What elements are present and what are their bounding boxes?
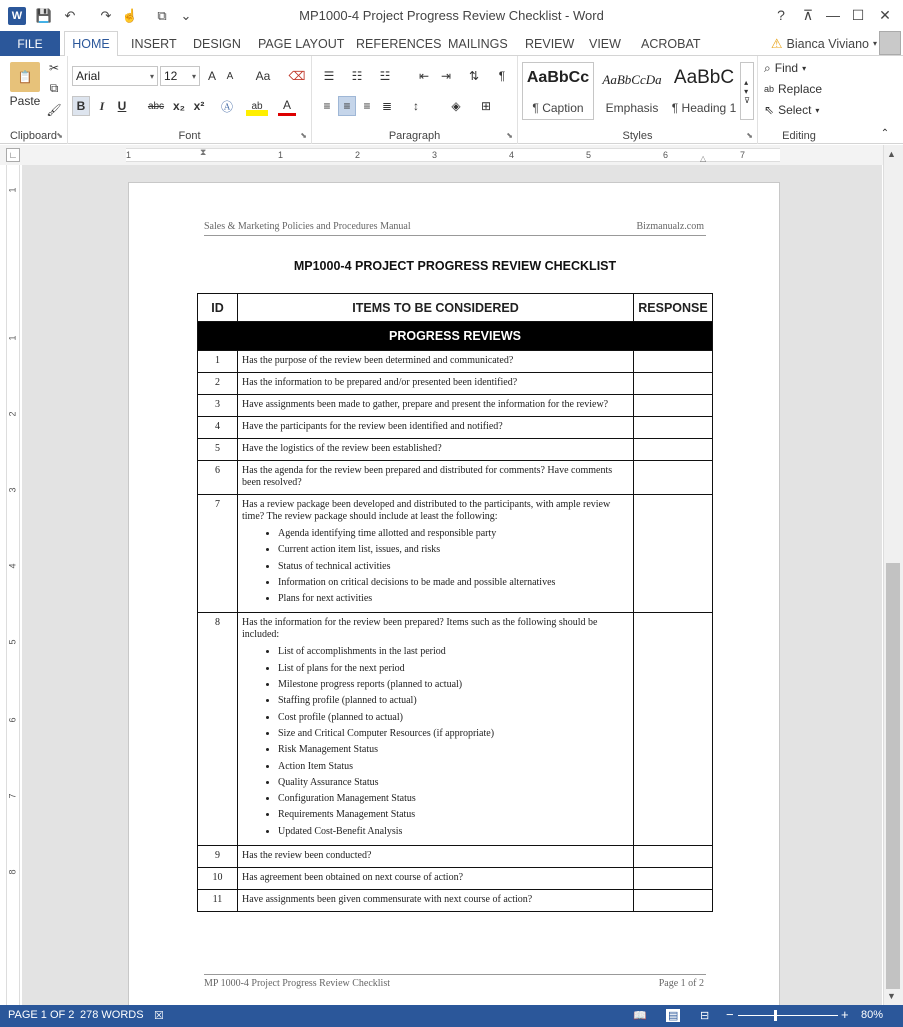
zoom-in-button[interactable]: + xyxy=(841,1007,849,1022)
change-case-button[interactable]: Aa xyxy=(255,69,271,83)
styles-scroll[interactable]: ▴ ▾ ⊽ xyxy=(740,62,754,120)
checklist-table xyxy=(197,293,713,912)
ruler-number: 1 xyxy=(7,335,18,341)
paragraph-label: Paragraph xyxy=(388,130,441,142)
bullet-item: • Cost profile (planned to actual) xyxy=(278,710,629,726)
word-count[interactable]: 278 WORDS xyxy=(80,1009,144,1021)
response-cell[interactable] xyxy=(634,495,713,613)
clipboard-label: Clipboard xyxy=(9,130,58,142)
bullet-item: • Current action item list, issues, and risks xyxy=(278,542,629,558)
bullet-list xyxy=(278,644,629,840)
bullet-item: • Risk Management Status xyxy=(278,742,629,758)
borders-icon[interactable]: ⊞ xyxy=(480,99,492,113)
proofing-icon[interactable]: ☒ xyxy=(154,1010,164,1022)
show-formatting-button[interactable]: ¶ xyxy=(498,69,506,83)
web-layout-icon[interactable]: ⊟ xyxy=(700,1010,710,1022)
document-page[interactable] xyxy=(128,182,780,1005)
style-name: Emphasis xyxy=(605,101,659,115)
chevron-down-icon: ▾ xyxy=(872,39,877,48)
user-name: Bianca Viviano xyxy=(786,36,869,51)
row-item[interactable] xyxy=(238,439,634,461)
table-row xyxy=(198,495,713,613)
zoom-slider[interactable] xyxy=(738,1015,838,1016)
header-rule xyxy=(204,235,706,236)
bullet-item: • List of plans for the next period xyxy=(278,661,629,677)
ruler-number: 5 xyxy=(7,639,18,645)
multilevel-list-icon[interactable]: ☳ xyxy=(379,69,391,83)
font-color-icon[interactable]: A xyxy=(278,96,296,116)
tab-selector[interactable]: ∟ xyxy=(6,148,20,162)
ruler-number: 8 xyxy=(7,869,18,875)
row-id: 6 xyxy=(198,461,238,495)
format-painter-icon[interactable]: 🖌 xyxy=(46,103,62,117)
close-button[interactable]: ✕ xyxy=(879,6,891,23)
vertical-scrollbar[interactable] xyxy=(883,145,903,1005)
ruler-strip[interactable] xyxy=(126,148,780,162)
row-question: Have the participants for the review been identified and notified? xyxy=(242,421,503,432)
dialog-launcher-icon[interactable]: ⬊ xyxy=(506,131,513,140)
zoom-slider-thumb[interactable] xyxy=(774,1010,777,1021)
decrease-indent-icon[interactable]: ⇤ xyxy=(418,69,430,83)
ruler-number: 4 xyxy=(509,150,515,160)
subscript-button[interactable]: x₂ xyxy=(172,99,185,113)
response-cell[interactable] xyxy=(634,461,713,495)
editing-label: Editing xyxy=(782,130,816,142)
section-title: PROGRESS REVIEWS xyxy=(198,322,713,351)
tab-review[interactable]: REVIEW xyxy=(525,36,575,51)
col-header-id: ID xyxy=(198,294,238,322)
row-item[interactable] xyxy=(238,846,634,868)
paragraph-group xyxy=(312,56,518,144)
row-question: Have assignments been given commensurate with next course of action? xyxy=(242,894,533,906)
row-id: 1 xyxy=(198,351,238,373)
warning-icon: ⚠ xyxy=(770,35,783,51)
select-button[interactable] xyxy=(764,101,836,119)
styles-label: Styles xyxy=(622,130,653,142)
style-caption[interactable] xyxy=(522,62,594,120)
right-indent-marker-icon[interactable]: △ xyxy=(700,154,707,163)
ruler-number: 2 xyxy=(355,150,361,160)
table-row xyxy=(198,373,713,395)
row-id: 8 xyxy=(198,613,238,846)
document-workspace xyxy=(22,165,882,1005)
page-count[interactable]: PAGE 1 OF 2 xyxy=(8,1009,75,1021)
response-cell[interactable] xyxy=(634,351,713,373)
clear-formatting-icon[interactable]: ⌫ xyxy=(288,69,306,83)
row-question: Has the information to be prepared and/or presented been identified? xyxy=(242,377,518,388)
row-item[interactable] xyxy=(238,613,634,846)
ruler-number: 3 xyxy=(7,487,18,493)
chevron-down-icon: ▾ xyxy=(149,71,154,81)
underline-button[interactable]: U xyxy=(117,99,127,113)
response-cell[interactable] xyxy=(634,395,713,417)
tab-insert[interactable]: INSERT xyxy=(131,36,177,51)
bullet-list xyxy=(278,526,629,607)
shrink-font-button[interactable]: A xyxy=(226,70,234,82)
row-question: Has a review package been developed and distributed to the participants, with ample review time? The review package should include at least the following: xyxy=(242,499,611,522)
ruler-number: 2 xyxy=(7,411,18,417)
user-account[interactable] xyxy=(771,31,877,56)
font-size-value: 12 xyxy=(164,69,178,83)
header-right: Bizmanualz.com xyxy=(636,221,704,232)
footer-left: MP 1000-4 Project Progress Review Checklist xyxy=(204,978,391,989)
scroll-up-icon[interactable]: ▲ xyxy=(887,149,896,159)
ruler-number: 7 xyxy=(7,793,18,799)
style-preview: AaBbC xyxy=(673,67,735,88)
vertical-ruler xyxy=(6,165,20,1005)
tab-mailings[interactable]: MAILINGS xyxy=(448,36,508,51)
window-title: MP1000-4 Project Progress Review Checklist - Word xyxy=(299,8,604,23)
ruler-number: 6 xyxy=(7,717,18,723)
response-cell[interactable] xyxy=(634,417,713,439)
table-row xyxy=(198,846,713,868)
bullet-item: • Action Item Status xyxy=(278,759,629,775)
font-label: Font xyxy=(178,130,201,142)
clipboard-group xyxy=(0,56,68,144)
row-question: Has the information for the review been prepared? Items such as the following should be included: xyxy=(242,617,598,641)
chevron-down-icon: ▾ xyxy=(802,63,807,73)
row-id: 10 xyxy=(198,868,238,890)
font-family-select[interactable] xyxy=(72,66,158,86)
status-bar xyxy=(0,1005,903,1027)
style-name: ¶ Caption xyxy=(532,101,584,115)
row-question: Has the review been conducted? xyxy=(242,850,372,862)
table-row xyxy=(198,613,713,846)
collapse-ribbon-icon[interactable]: ⌃ xyxy=(880,127,890,139)
row-question: Have assignments been made to gather, prepare and present the information for the review? xyxy=(242,399,609,410)
undo-icon[interactable]: ↶ xyxy=(64,8,76,23)
ribbon-home xyxy=(0,56,903,144)
align-left-icon[interactable]: ≡ xyxy=(323,99,331,113)
row-question: Have the logistics of the review been established? xyxy=(242,443,442,454)
editing-group xyxy=(758,56,840,144)
italic-button[interactable]: I xyxy=(99,98,105,113)
scroll-down-icon[interactable]: ▼ xyxy=(887,991,896,1001)
row-id: 4 xyxy=(198,417,238,439)
replace-button[interactable] xyxy=(764,80,836,98)
tab-page-layout[interactable]: PAGE LAYOUT xyxy=(258,36,345,51)
bullet-item: • Agenda identifying time allotted and responsible party xyxy=(278,526,629,542)
tab-home[interactable]: HOME xyxy=(64,31,118,57)
row-item[interactable] xyxy=(238,395,634,417)
ruler-number: 6 xyxy=(663,150,669,160)
paste-button[interactable]: Paste xyxy=(9,94,41,108)
bullet-item: • Configuration Management Status xyxy=(278,791,629,807)
page-title: MP1000-4 PROJECT PROGRESS REVIEW CHECKLIST xyxy=(293,259,617,273)
select-label: Select xyxy=(778,103,812,117)
read-mode-icon[interactable]: 📖 xyxy=(633,1010,647,1022)
styles-group xyxy=(518,56,758,144)
tab-view[interactable]: VIEW xyxy=(589,36,621,51)
row-question: Has the purpose of the review been determined and communicated? xyxy=(242,355,514,366)
section-row xyxy=(198,322,713,351)
row-id: 7 xyxy=(198,495,238,613)
table-row xyxy=(198,890,713,912)
line-spacing-icon[interactable]: ↕ xyxy=(413,99,419,113)
bullet-item: • Plans for next activities xyxy=(278,591,629,607)
font-family-value: Arial xyxy=(76,69,101,83)
cut-icon[interactable]: ✂ xyxy=(48,61,60,75)
style-preview: AaBbCcDa xyxy=(602,72,662,87)
grow-font-button[interactable]: A xyxy=(207,69,216,83)
ribbon-display-options-button[interactable]: ⊼ xyxy=(802,6,814,23)
title-bar xyxy=(0,0,903,31)
response-cell[interactable] xyxy=(634,439,713,461)
bullet-item: • Staffing profile (planned to actual) xyxy=(278,693,629,709)
superscript-button[interactable]: x² xyxy=(193,99,205,113)
align-center-icon[interactable]: ≡ xyxy=(338,96,356,116)
row-id: 11 xyxy=(198,890,238,912)
highlight-icon[interactable]: ab xyxy=(246,96,268,116)
bullet-item: • Status of technical activities xyxy=(278,559,629,575)
justify-icon[interactable]: ≣ xyxy=(381,99,393,113)
bullet-item: • List of accomplishments in the last period xyxy=(278,644,629,660)
bullet-item: • Information on critical decisions to be made and possible alternatives xyxy=(278,575,629,591)
footer-rule xyxy=(204,974,706,975)
print-layout-icon[interactable]: ▤ xyxy=(668,1010,679,1022)
bullet-item: • Size and Critical Computer Resources (if appropriate) xyxy=(278,726,629,742)
cursor-icon: ⇖ xyxy=(764,103,775,117)
ruler-number: 1 xyxy=(278,150,284,160)
chevron-down-icon: ▾ xyxy=(815,105,820,115)
save-icon[interactable]: 💾 xyxy=(35,8,53,23)
col-header-items: ITEMS TO BE CONSIDERED xyxy=(238,294,634,322)
strikethrough-button[interactable]: abc xyxy=(147,100,165,112)
text-effects-icon[interactable]: Ⓐ xyxy=(220,99,233,114)
response-cell[interactable] xyxy=(634,613,713,846)
dialog-launcher-icon[interactable]: ⬊ xyxy=(56,131,63,140)
style-preview: AaBbCc xyxy=(526,69,590,86)
ruler-number: 5 xyxy=(586,150,592,160)
dialog-launcher-icon[interactable]: ⬊ xyxy=(746,131,753,140)
bold-button[interactable]: B xyxy=(72,96,90,116)
bullets-icon[interactable]: ☰ xyxy=(323,69,335,83)
row-item[interactable] xyxy=(238,461,634,495)
header-left: Sales & Marketing Policies and Procedures Manual xyxy=(204,221,411,232)
scroll-thumb[interactable] xyxy=(886,563,900,989)
ruler-number: 1 xyxy=(7,187,18,193)
row-question: Has agreement been obtained on next course of action? xyxy=(242,872,464,884)
word-app-icon[interactable]: W xyxy=(8,7,26,25)
avatar[interactable] xyxy=(879,31,901,55)
zoom-level[interactable]: 80% xyxy=(861,1009,884,1021)
shading-icon[interactable]: ◈ xyxy=(451,99,461,113)
binoculars-icon: ⌕ xyxy=(764,60,771,75)
style-heading-1[interactable] xyxy=(668,62,740,120)
style-emphasis[interactable] xyxy=(596,62,668,120)
row-id: 3 xyxy=(198,395,238,417)
chevron-down-icon: ▾ xyxy=(191,71,196,81)
table-row xyxy=(198,351,713,373)
row-item[interactable] xyxy=(238,417,634,439)
replace-icon: ab xyxy=(764,84,775,94)
zoom-out-button[interactable]: − xyxy=(726,1007,734,1022)
row-question: Has the agenda for the review been prepared and distributed for comments? Have comments been resolved? xyxy=(242,465,613,488)
response-cell[interactable] xyxy=(634,890,713,912)
tab-acrobat[interactable]: ACROBAT xyxy=(641,36,701,51)
numbering-icon[interactable]: ☷ xyxy=(351,69,363,83)
touch-mode-icon[interactable]: ☝ xyxy=(121,8,139,23)
ribbon-tabs xyxy=(0,31,903,56)
tab-design[interactable]: DESIGN xyxy=(193,36,241,51)
row-item[interactable] xyxy=(238,373,634,395)
find-button[interactable] xyxy=(764,59,832,77)
response-cell[interactable] xyxy=(634,846,713,868)
row-item[interactable] xyxy=(238,351,634,373)
row-item[interactable] xyxy=(238,890,634,912)
customize-qat-icon[interactable]: ⌄ xyxy=(180,8,192,23)
style-name: ¶ Heading 1 xyxy=(671,101,737,115)
redo-icon[interactable]: ↷ xyxy=(100,8,112,23)
table-row xyxy=(198,461,713,495)
bullet-item: • Requirements Management Status xyxy=(278,807,629,823)
tab-references[interactable]: REFERENCES xyxy=(356,36,442,51)
sort-icon[interactable]: ⇅ xyxy=(468,69,480,83)
replace-label: Replace xyxy=(778,82,823,96)
dialog-launcher-icon[interactable]: ⬊ xyxy=(300,131,307,140)
help-button[interactable]: ? xyxy=(777,7,785,23)
table-row xyxy=(198,395,713,417)
quick-access-extra-icon[interactable]: ⧉ xyxy=(157,8,167,23)
font-size-select[interactable] xyxy=(160,66,200,86)
bullet-item: • Quality Assurance Status xyxy=(278,775,629,791)
ruler-number: 7 xyxy=(740,150,746,160)
row-id: 5 xyxy=(198,439,238,461)
align-right-icon[interactable]: ≡ xyxy=(363,99,371,113)
horizontal-ruler xyxy=(0,145,903,165)
row-item[interactable] xyxy=(238,868,634,890)
increase-indent-icon[interactable]: ⇥ xyxy=(440,69,452,83)
tab-file[interactable]: FILE xyxy=(0,31,60,56)
bullet-item: • Updated Cost-Benefit Analysis xyxy=(278,824,629,840)
response-cell[interactable] xyxy=(634,373,713,395)
footer-right: Page 1 of 2 xyxy=(658,978,704,989)
maximize-button[interactable]: ☐ xyxy=(851,6,865,23)
font-group xyxy=(68,56,312,144)
minimize-button[interactable]: — xyxy=(826,7,840,23)
col-header-response: RESPONSE xyxy=(634,294,713,322)
row-id: 9 xyxy=(198,846,238,868)
bullet-item: • Milestone progress reports (planned to actual) xyxy=(278,677,629,693)
paste-icon[interactable]: 📋 xyxy=(10,62,40,92)
ruler-number: 3 xyxy=(432,150,438,160)
row-item[interactable] xyxy=(238,495,634,613)
table-row xyxy=(198,439,713,461)
ruler-number: 4 xyxy=(7,563,18,569)
copy-icon[interactable]: ⧉ xyxy=(49,80,59,95)
response-cell[interactable] xyxy=(634,868,713,890)
table-row xyxy=(198,868,713,890)
table-row xyxy=(198,417,713,439)
table-header-row xyxy=(198,294,713,322)
row-id: 2 xyxy=(198,373,238,395)
find-label: Find xyxy=(774,61,799,75)
indent-marker-icon[interactable]: ⧗ xyxy=(200,147,207,157)
ruler-number: 1 xyxy=(126,150,132,160)
